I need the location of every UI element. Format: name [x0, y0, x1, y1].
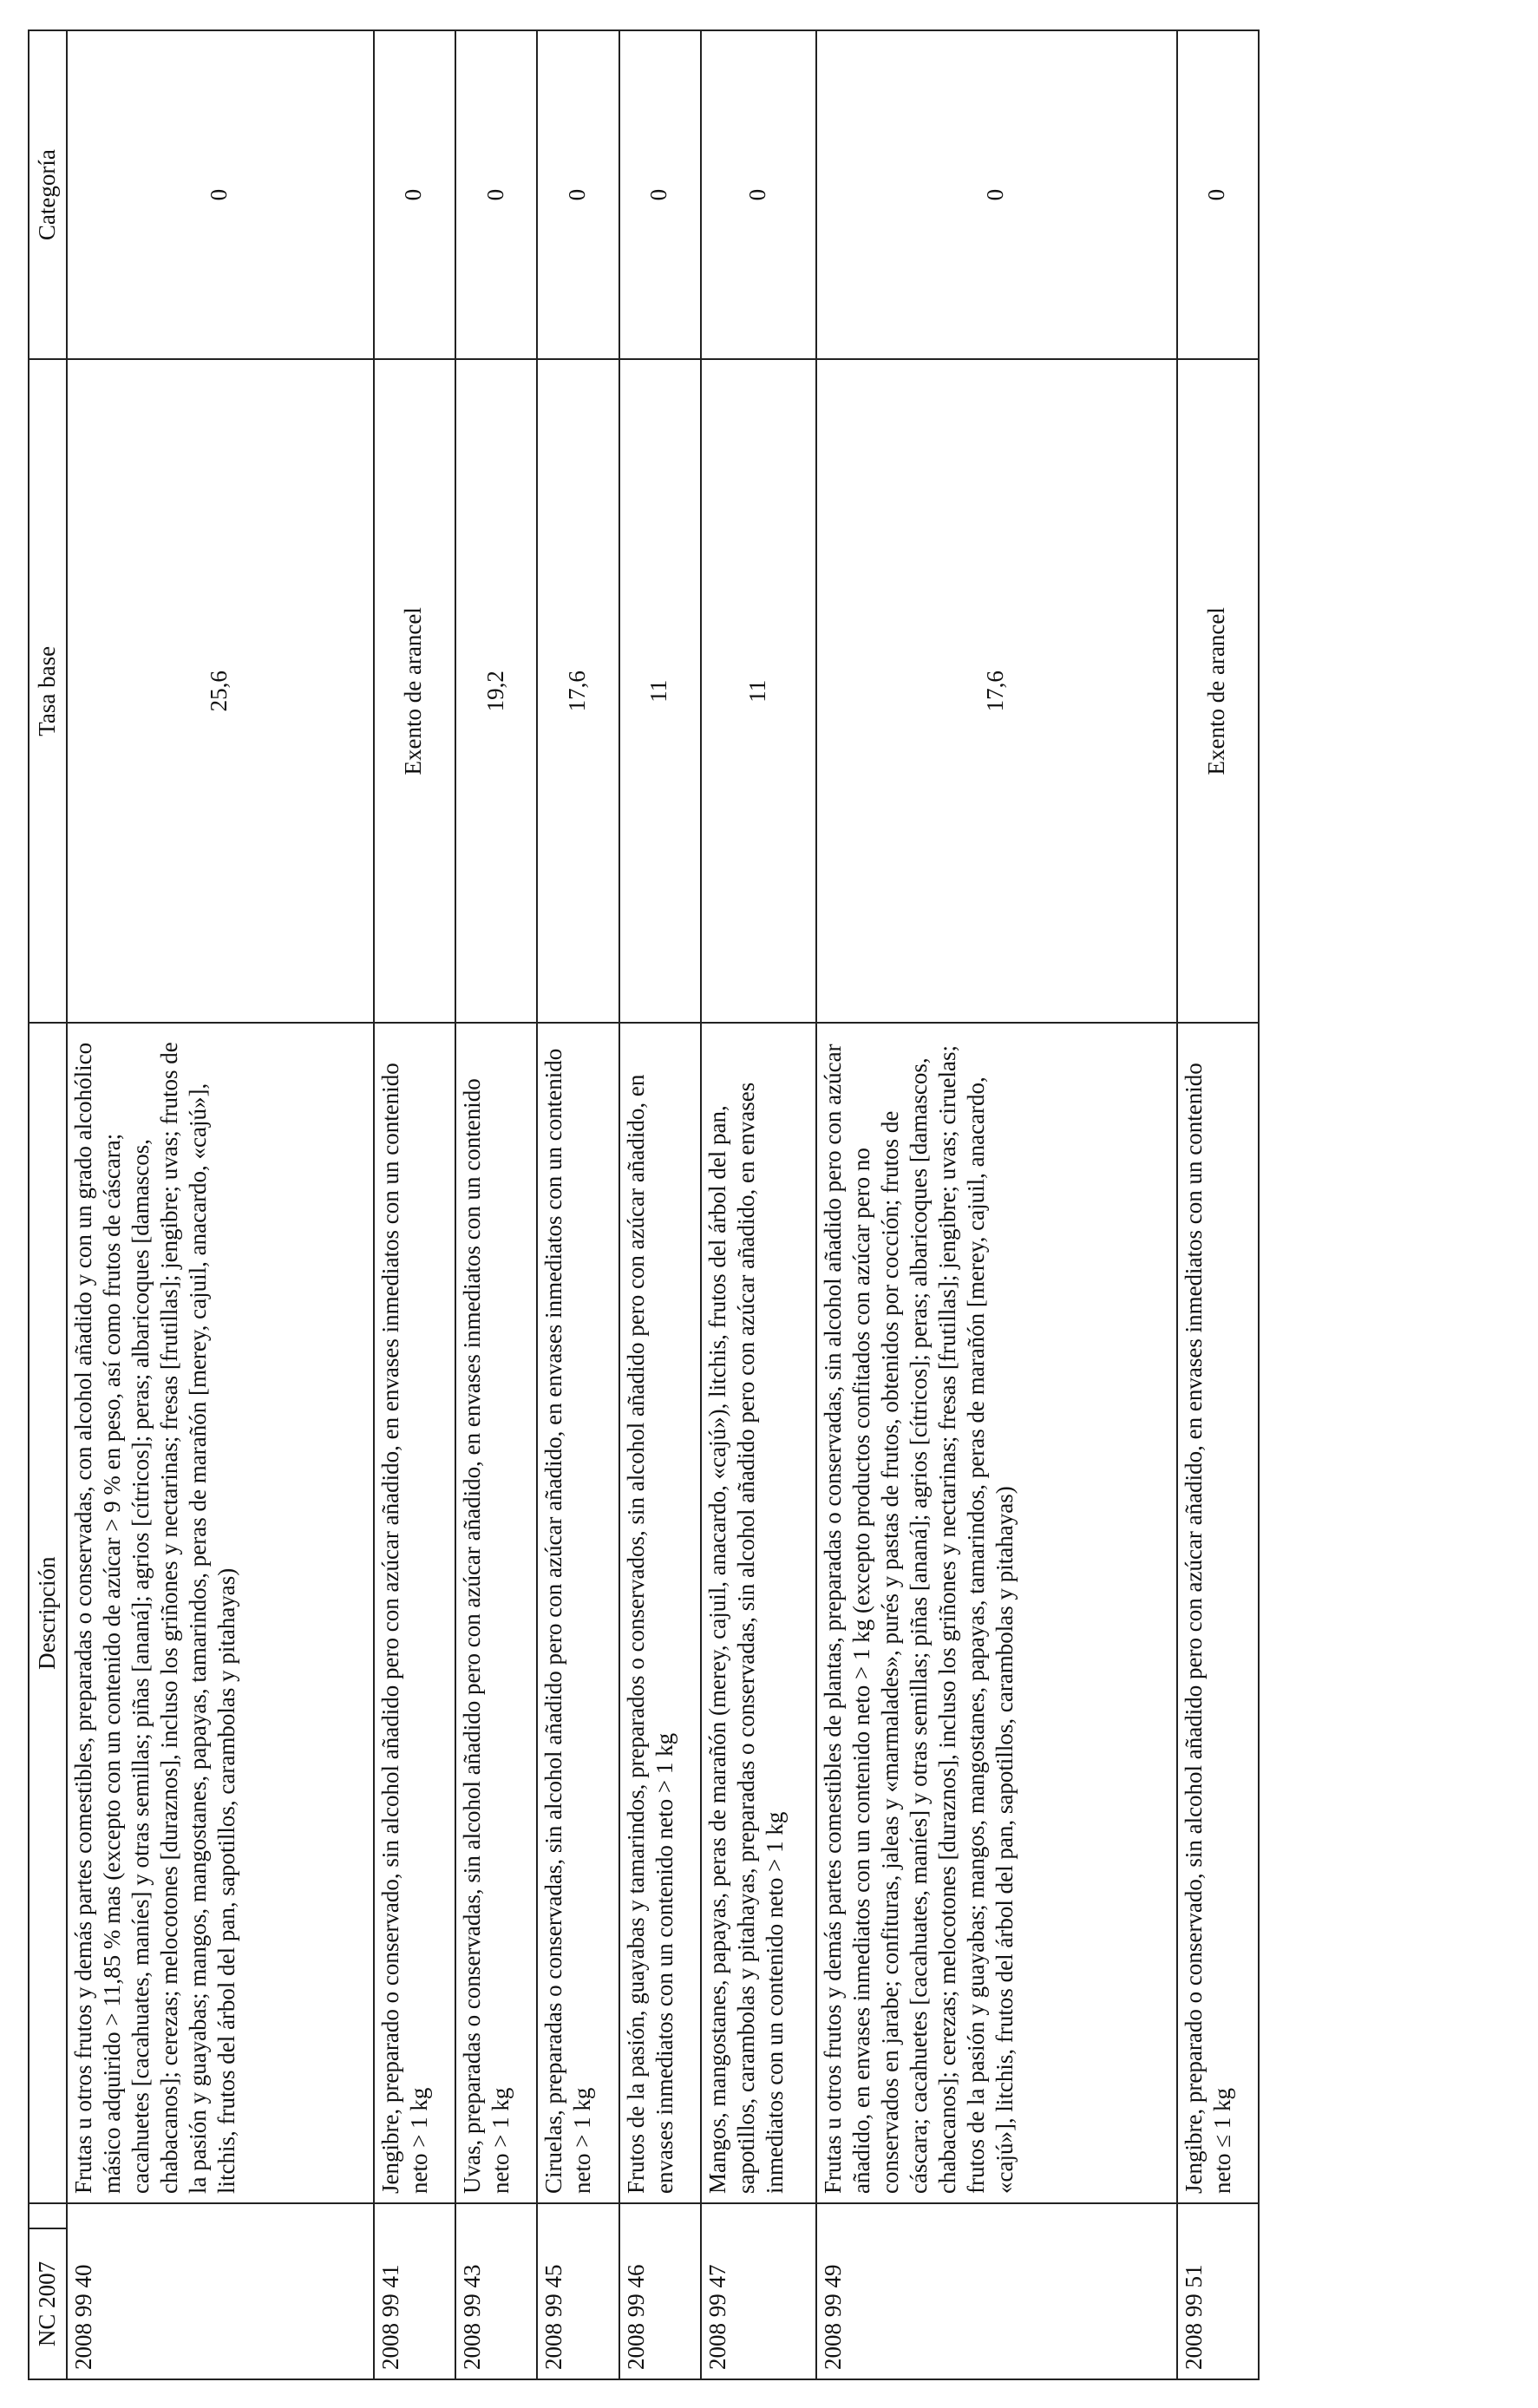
row-category: 0	[67, 30, 374, 359]
row-rate: Exento de arancel	[374, 359, 455, 1023]
row-description: Ciruelas, preparadas o conservadas, sin alcohol añadido pero con azúcar añadido, en envases inmediatos con un contenido neto > 1 kg	[537, 1023, 618, 2203]
table-row	[701, 30, 816, 2379]
row-code: 2008 99 49	[816, 2203, 1177, 2379]
row-code: 2008 99 43	[455, 2203, 537, 2379]
header-code: NC 2007	[29, 2228, 67, 2379]
row-description: Jengibre, preparado o conservado, sin alcohol añadido pero con azúcar añadido, en envases inmediatos con un contenido neto ≤ 1 kg	[1177, 1023, 1259, 2203]
table-row	[1177, 30, 1259, 2379]
header-description: Descripción	[29, 1023, 67, 2203]
header-rate: Tasa base	[29, 359, 67, 1023]
header-row	[29, 30, 67, 2379]
header-gap	[29, 2203, 67, 2228]
header-category: Categoría	[29, 30, 67, 359]
row-rate: 17,6	[537, 359, 618, 1023]
table-row	[537, 30, 618, 2379]
row-description: Frutas u otros frutos y demás partes comestibles de plantas, preparadas o conservadas, sin alcohol añadido pero con azúcar añadido, en envases inmediatos con un contenido neto > 1 kg (excepto productos confitados con azúcar pero no conservados en jarabe; confituras, jaleas y «marmalades», purés y pastas de frutos, obtenidos por cocción; frutos de cáscara; cacahuetes [cacahuates, maníes] y otras semillas; piñas [ananá]; agrios [cítricos]; peras; albaricoques [damascos, chabacanos]; cerezas; melocotones [duraznos], incluso los griñones y nectarinas; fresas [frutillas]; jengibre; uvas; ciruelas; frutos de la pasión y guayabas; mangos, mangostanes, papayas, tamarindos, peras de marañón [merey, cajuil, anacardo, «cajú»], litchis, frutos del árbol del pan, sapotillos, carambolas y pitahayas)	[816, 1023, 1177, 2203]
row-rate: 11	[619, 359, 701, 1023]
row-description: Uvas, preparadas o conservadas, sin alcohol añadido pero con azúcar añadido, en envases inmediatos con un contenido neto > 1 kg	[455, 1023, 537, 2203]
table-row	[816, 30, 1177, 2379]
row-code: 2008 99 51	[1177, 2203, 1259, 2379]
row-rate: 19,2	[455, 359, 537, 1023]
row-rate: 11	[701, 359, 816, 1023]
row-description: Frutos de la pasión, guayabas y tamarindos, preparados o conservados, sin alcohol añadido pero con azúcar añadido, en envases inmediatos con un contenido neto > 1 kg	[619, 1023, 701, 2203]
row-category: 0	[374, 30, 455, 359]
table-row	[374, 30, 455, 2379]
table-row	[67, 30, 374, 2379]
row-code: 2008 99 40	[67, 2203, 374, 2379]
row-code: 2008 99 47	[701, 2203, 816, 2379]
table-row	[619, 30, 701, 2379]
row-rate: Exento de arancel	[1177, 359, 1259, 1023]
row-description: Frutas u otros frutos y demás partes comestibles, preparadas o conservadas, con alcohol añadido y con un grado alcohólico másico adquirido > 11,85 % mas (excepto con un contenido de azúcar > 9 % en peso, así como frutos de cáscara; cacahuetes [cacahuates, maníes] y otras semillas; piñas [ananá]; agrios [cítricos]; peras; albaricoques [damascos, chabacanos]; cerezas; melocotones [duraznos], incluso los griñones y nectarinas; fresas [frutillas]; jengibre; uvas; frutos de la pasión y guayabas; mangos, mangostanes, papayas, tamarindos, peras de marañón [merey, cajuil, anacardo, «cajú»], litchis, frutos del árbol del pan, sapotillos, carambolas y pitahayas)	[67, 1023, 374, 2203]
row-category: 0	[816, 30, 1177, 359]
row-description: Jengibre, preparado o conservado, sin alcohol añadido pero con azúcar añadido, en envases inmediatos con un contenido neto > 1 kg	[374, 1023, 455, 2203]
row-category: 0	[701, 30, 816, 359]
row-code: 2008 99 45	[537, 2203, 618, 2379]
table-row	[455, 30, 537, 2379]
row-category: 0	[455, 30, 537, 359]
row-rate: 25,6	[67, 359, 374, 1023]
row-category: 0	[1177, 30, 1259, 359]
row-description: Mangos, mangostanes, papayas, peras de marañón (merey, cajuil, anacardo, «cajú»), litchis, frutos del árbol del pan, sapotillos, carambolas y pitahayas, preparadas o conservadas, sin alcohol añadido pero con azúcar añadido, en envases inmediatos con un contenido neto > 1 kg	[701, 1023, 816, 2203]
row-category: 0	[537, 30, 618, 359]
row-code: 2008 99 46	[619, 2203, 701, 2379]
row-code: 2008 99 41	[374, 2203, 455, 2379]
row-category: 0	[619, 30, 701, 359]
tariff-table	[28, 29, 1260, 2380]
row-rate: 17,6	[816, 359, 1177, 1023]
